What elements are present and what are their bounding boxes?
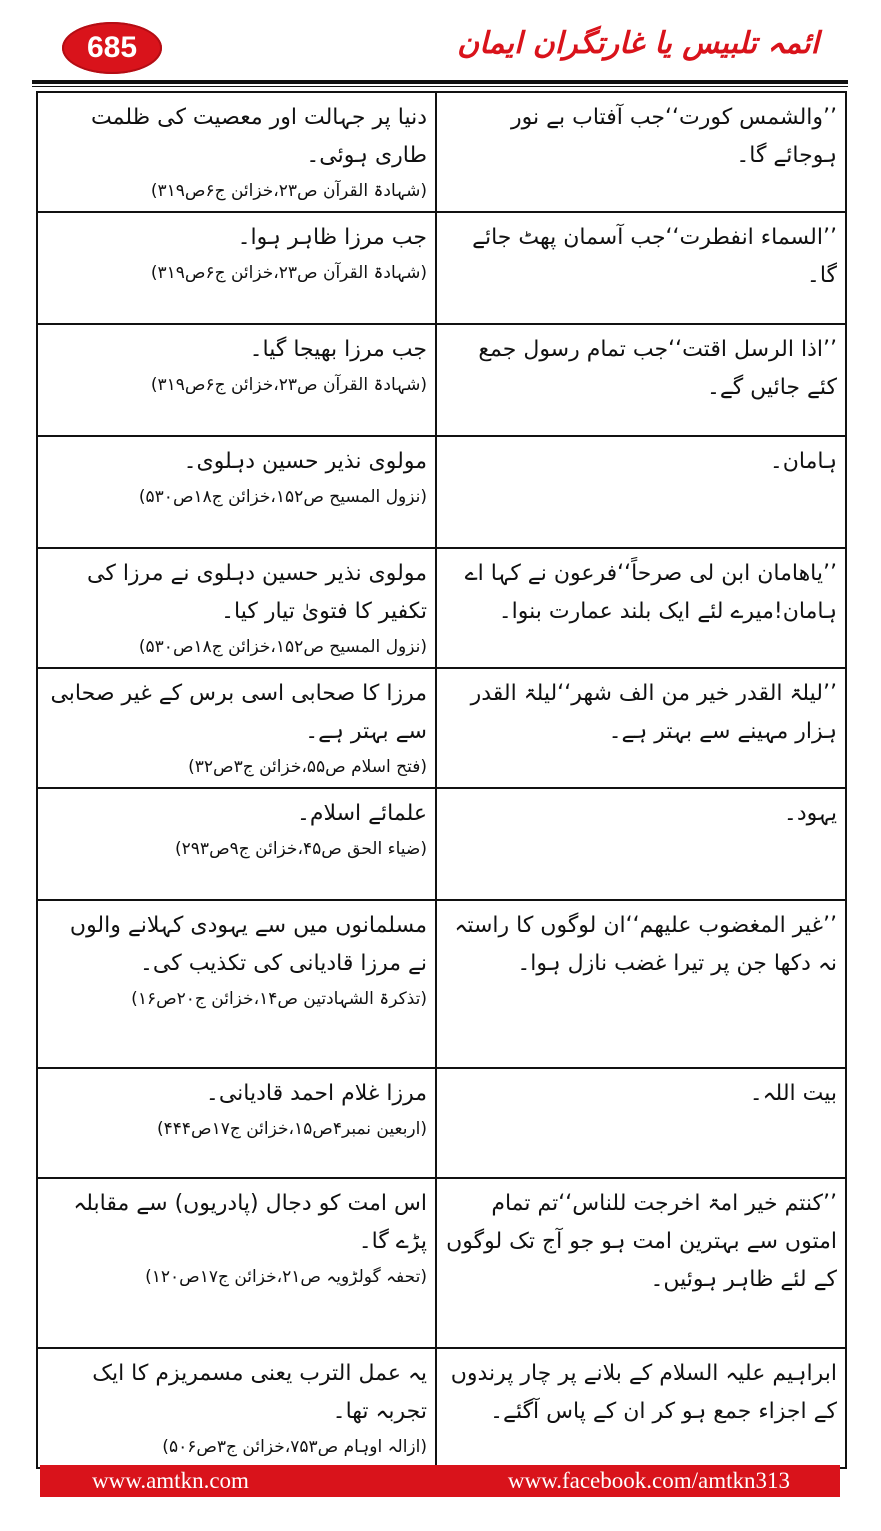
- table-row: [37, 212, 846, 324]
- meaning-cell: [37, 1068, 436, 1178]
- reference-text: (فتح اسلام ص۵۵،خزائن ج۳ص۳۲): [188, 757, 427, 777]
- verse-cell: ’’اذا الرسل اقتت‘‘جب تمام رسول جمع کئے جائیں گے۔: [436, 324, 846, 436]
- meaning-cell: [37, 900, 436, 1068]
- meaning-text: جب مرزا بھیجا گیا۔: [249, 337, 427, 362]
- meaning-cell: [37, 1348, 436, 1468]
- verse-cell: ’’کنتم خیر امۃ اخرجت للناس‘‘تم تمام امتوں سے بہترین امت ہو جو آج تک لوگوں کے لئے ظاہر ہوئیں۔: [436, 1178, 846, 1348]
- reference-text: (شہادۃ القرآن ص۲۳،خزائن ج۶ص۳۱۹): [150, 181, 427, 201]
- facebook-link[interactable]: www.facebook.com/amtkn313: [507, 1468, 790, 1493]
- meaning-text: مسلمانوں میں سے یہودی کہلانے والوں نے مرزا قادیانی کی تکذیب کی۔: [69, 913, 427, 976]
- table-row: [37, 788, 846, 900]
- header-divider-thin: [32, 86, 848, 87]
- meaning-cell: [37, 1178, 436, 1348]
- meaning-text: مرزا کا صحابی اسی برس کے غیر صحابی سے بہتر ہے۔: [50, 681, 427, 744]
- verse-cell: ’’یاھامان ابن لی صرحاً‘‘فرعون نے کہا اے ہامان!میرے لئے ایک بلند عمارت بنوا۔: [436, 548, 846, 668]
- verse-cell: ’’والشمس کورت‘‘جب آفتاب بے نور ہوجائے گا۔: [436, 92, 846, 212]
- reference-text: (نزول المسیح ص۱۵۲،خزائن ج۱۸ص۵۳۰): [138, 637, 427, 657]
- book-title: ائمہ تلبیس یا غارتگران ایمان: [457, 26, 819, 61]
- reference-text: (شہادۃ القرآن ص۲۳،خزائن ج۶ص۳۱۹): [150, 375, 427, 395]
- meaning-cell: [37, 324, 436, 436]
- page-header: [0, 0, 881, 90]
- meaning-cell: [37, 436, 436, 548]
- meaning-text: مرزا غلام احمد قادیانی۔: [205, 1081, 427, 1106]
- table-row: [37, 92, 846, 212]
- table-row: [37, 1348, 846, 1468]
- table-row: [37, 668, 846, 788]
- meaning-text: مولوی نذیر حسین دہلوی۔: [183, 449, 427, 474]
- verse-cell: ’’السماء انفطرت‘‘جب آسمان پھٹ جائے گا۔: [436, 212, 846, 324]
- meaning-cell: [37, 212, 436, 324]
- verse-cell: ابراہیم علیہ السلام کے بلانے پر چار پرندوں کے اجزاء جمع ہو کر ان کے پاس آگئے۔: [436, 1348, 846, 1468]
- footer-bar: [40, 1465, 840, 1497]
- reference-text: (ضیاء الحق ص۴۵،خزائن ج۹ص۲۹۳): [175, 839, 427, 859]
- meaning-cell: [37, 548, 436, 668]
- table-row: [37, 436, 846, 548]
- table-row: [37, 548, 846, 668]
- table-row: [37, 1178, 846, 1348]
- meaning-cell: [37, 788, 436, 900]
- reference-text: (تذکرۃ الشہادتین ص۱۴،خزائن ج۲۰ص۱۶): [131, 989, 427, 1009]
- reference-text: (اربعین نمبر۴ص۱۵،خزائن ج۱۷ص۴۴۴): [156, 1119, 427, 1139]
- verse-cell: ’’لیلۃ القدر خیر من الف شھر‘‘لیلۃ القدر ہزار مہینے سے بہتر ہے۔: [436, 668, 846, 788]
- meaning-text: اس امت کو دجال (پادریوں) سے مقابلہ پڑے گا۔: [73, 1191, 427, 1254]
- meaning-cell: [37, 92, 436, 212]
- reference-text: (ازالہ اوہام ص۷۵۳،خزائن ج۳ص۵۰۶): [162, 1437, 427, 1457]
- meaning-text: مولوی نذیر حسین دہلوی نے مرزا کی تکفیر کا فتویٰ تیار کیا۔: [87, 561, 427, 624]
- meaning-text: یہ عمل الترب یعنی مسمریزم کا ایک تجربہ تھا۔: [92, 1361, 427, 1424]
- header-divider: [32, 80, 848, 84]
- verse-cell: بیت اللہ۔: [436, 1068, 846, 1178]
- meaning-text: علمائے اسلام۔: [296, 801, 427, 826]
- verse-cell: ’’غیر المغضوب علیھم‘‘ان لوگوں کا راستہ نہ دکھا جن پر تیرا غضب نازل ہوا۔: [436, 900, 846, 1068]
- comparison-table: [36, 91, 847, 1469]
- meaning-cell: [37, 668, 436, 788]
- meaning-text: جب مرزا ظاہر ہوا۔: [237, 225, 427, 250]
- table-row: [37, 900, 846, 1068]
- page-number-badge: 685: [62, 22, 162, 74]
- website-link[interactable]: www.amtkn.com: [92, 1468, 249, 1493]
- verse-cell: ہامان۔: [436, 436, 846, 548]
- reference-text: (نزول المسیح ص۱۵۲،خزائن ج۱۸ص۵۳۰): [138, 487, 427, 507]
- verse-cell: یہود۔: [436, 788, 846, 900]
- meaning-text: دنیا پر جہالت اور معصیت کی ظلمت طاری ہوئی۔: [91, 105, 427, 168]
- reference-text: (شہادۃ القرآن ص۲۳،خزائن ج۶ص۳۱۹): [150, 263, 427, 283]
- reference-text: (تحفہ گولڑویہ ص۲۱،خزائن ج۱۷ص۱۲۰): [145, 1267, 427, 1287]
- table-row: [37, 324, 846, 436]
- table-row: [37, 1068, 846, 1178]
